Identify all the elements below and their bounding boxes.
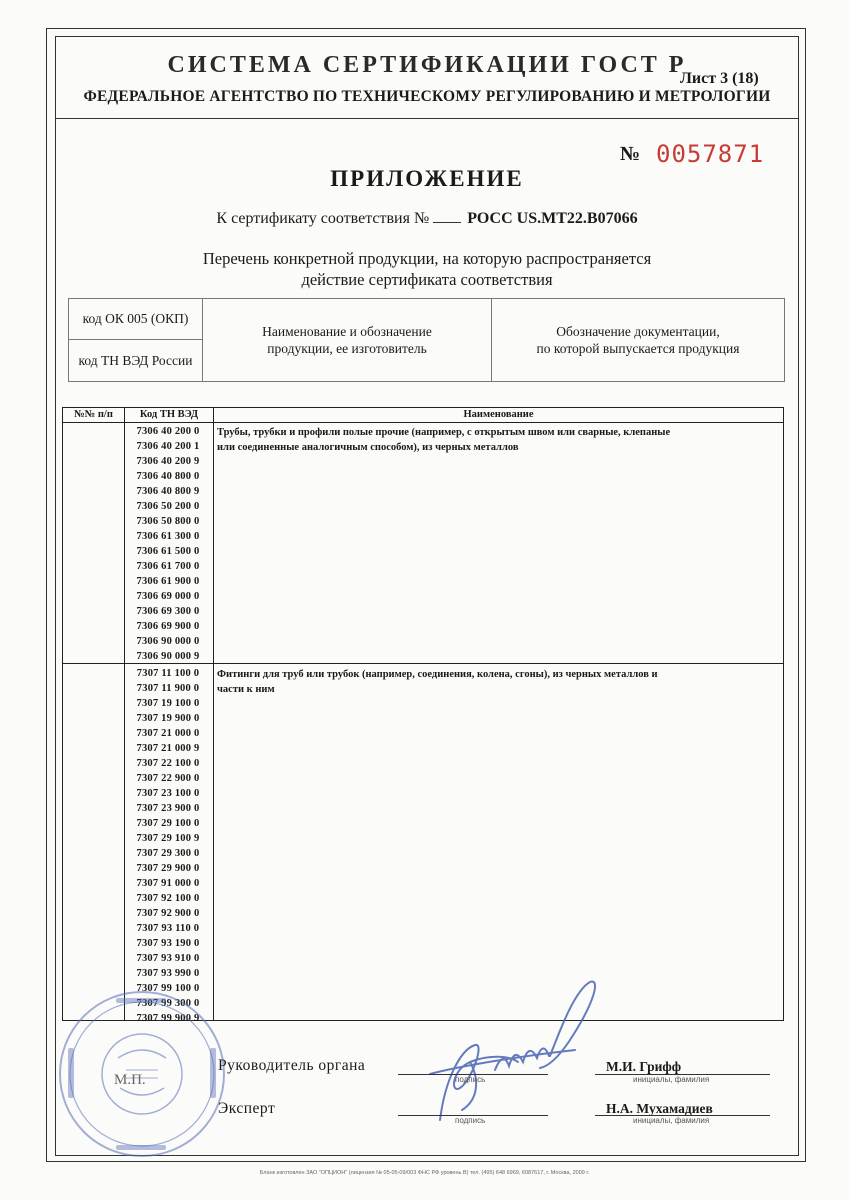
tnved-code: 7307 22 100 0 [136,758,200,769]
tnved-code: 7307 29 100 0 [136,818,200,829]
head-name: М.И. Грифф [606,1059,682,1074]
code-column [69,299,203,381]
tnved-code: 7307 29 100 9 [136,833,200,844]
list-intro [55,248,799,290]
documentation-heading: Обозначение документации, [556,324,720,339]
tnved-code: 7306 50 800 0 [136,516,200,527]
tnved-code: 7306 90 000 0 [136,636,200,647]
expert-signature-hint: подпись [455,1116,486,1125]
tnved-code: 7306 61 500 0 [136,546,200,557]
head-signature-hint: подпись [455,1075,486,1084]
description-line: Фитинги для труб или трубок (например, соединения, колена, сгоны), из черных металлов и [217,669,658,680]
tnved-code: 7306 90 000 9 [136,651,200,662]
tnved-code: 7307 99 100 0 [136,983,200,994]
document-title: ПРИЛОЖЕНИЕ [330,166,524,191]
tnved-code: 7307 93 990 0 [136,968,200,979]
tnved-code: 7307 19 100 0 [136,698,200,709]
expert-name-hint: инициалы, фамилия [633,1116,710,1125]
list-intro-line: действие сертификата соответствия [301,270,553,289]
header-code: Код ТН ВЭД [139,409,199,420]
product-group [63,665,783,1024]
tnved-code: 7306 61 900 0 [136,576,200,587]
product-name-column [203,299,492,381]
code-list [125,666,211,1026]
tnved-label: код ТН ВЭД России [78,352,193,368]
tnved-code: 7306 40 800 9 [136,486,200,497]
tnved-code: 7307 29 900 0 [136,863,200,874]
seal-label: М.П. [114,1072,146,1088]
ok005-label: код ОК 005 (ОКП) [69,299,202,340]
product-name-heading: продукции, ее изготовитель [267,341,427,356]
round-seal-stamp [56,988,228,1160]
tnved-code: 7307 99 900 9 [136,1013,200,1024]
head-of-body-label: Руководитель органа [218,1057,366,1074]
tnved-code: 7307 99 300 0 [136,998,200,1009]
tnved-code: 7306 40 200 1 [136,441,200,452]
agency-title: ФЕДЕРАЛЬНОЕ АГЕНТСТВО ПО ТЕХНИЧЕСКОМУ РЕГУЛИРОВАНИЮ И МЕТРОЛОГИИ [83,88,771,105]
tnved-code: 7307 21 000 0 [136,728,200,739]
product-description [217,425,773,455]
tnved-code: 7306 40 800 0 [136,471,200,482]
tnved-code: 7307 23 100 0 [136,788,200,799]
description-line: Трубы, трубки и профили полые прочие (например, с открытым швом или сварные, клепаные [217,427,671,438]
codes-header-table [68,298,785,382]
expert-name: Н.А. Мухамадиев [606,1101,713,1116]
tnved-code: 7306 69 300 0 [136,606,200,617]
tnved-code: 7307 11 900 0 [136,683,200,694]
tnved-code: 7306 40 200 0 [136,426,200,437]
product-table-header [63,408,783,423]
product-description [217,667,773,697]
serial-number: 0057871 [656,140,765,168]
system-title: СИСТЕМА СЕРТИФИКАЦИИ ГОСТ Р [167,52,687,78]
product-group [63,423,783,664]
head-name-hint: инициалы, фамилия [633,1075,710,1084]
header-num: №№ п/п [74,409,113,420]
documentation-column [492,299,784,381]
tnved-code: 7307 93 190 0 [136,938,200,949]
list-intro-line: Перечень конкретной продукции, на которую распространяется [202,249,652,268]
certificate-reference [55,210,799,228]
tnved-code: 7306 50 200 0 [136,501,200,512]
tnved-code: 7307 92 900 0 [136,908,200,919]
tnved-code: 7307 21 000 9 [136,743,200,754]
tnved-code: 7307 93 910 0 [136,953,200,964]
header-divider [55,118,799,119]
tnved-code: 7306 69 900 0 [136,621,200,632]
tnved-code: 7306 40 200 9 [136,456,200,467]
product-name-heading: Наименование и обозначение [262,324,432,339]
tnved-code: 7307 19 900 0 [136,713,200,724]
tnved-code: 7306 61 300 0 [136,531,200,542]
tnved-code: 7307 22 900 0 [136,773,200,784]
tnved-code: 7307 29 300 0 [136,848,200,859]
tnved-code: 7307 11 100 0 [136,668,200,679]
description-line: или соединенные аналогичным способом), из черных металлов [217,442,519,453]
sheet-label: Лист 3 (18) [680,70,759,87]
serial-prefix: № [620,143,641,165]
tnved-code: 7306 61 700 0 [136,561,200,572]
tnved-code: 7307 91 000 0 [136,878,200,889]
header-name: Наименование [463,409,534,420]
product-table [62,407,784,1024]
expert-label: Эксперт [218,1100,276,1117]
handwritten-signature [400,970,630,1130]
tnved-code: 7306 69 000 0 [136,591,200,602]
blank-underline [433,222,461,223]
tnved-code: 7307 23 900 0 [136,803,200,814]
certificate-number: РОСС US.МТ22.В07066 [467,210,638,227]
documentation-heading: по которой выпускается продукция [536,341,740,356]
tnved-code: 7307 92 100 0 [136,893,200,904]
description-line: части к ним [217,684,275,695]
form-footer: Бланк изготовлен ЗАО "ОПЦИОН" (лицензия № 05-05-09/003 ФНС РФ уровень В) тел. (495) 648 6969, 6087617, г. Москва, 2009 г. [259,1170,590,1176]
tnved-code: 7307 93 110 0 [136,923,200,934]
certificate-prefix: К сертификату соответствия № [216,210,430,227]
code-list [125,424,211,664]
